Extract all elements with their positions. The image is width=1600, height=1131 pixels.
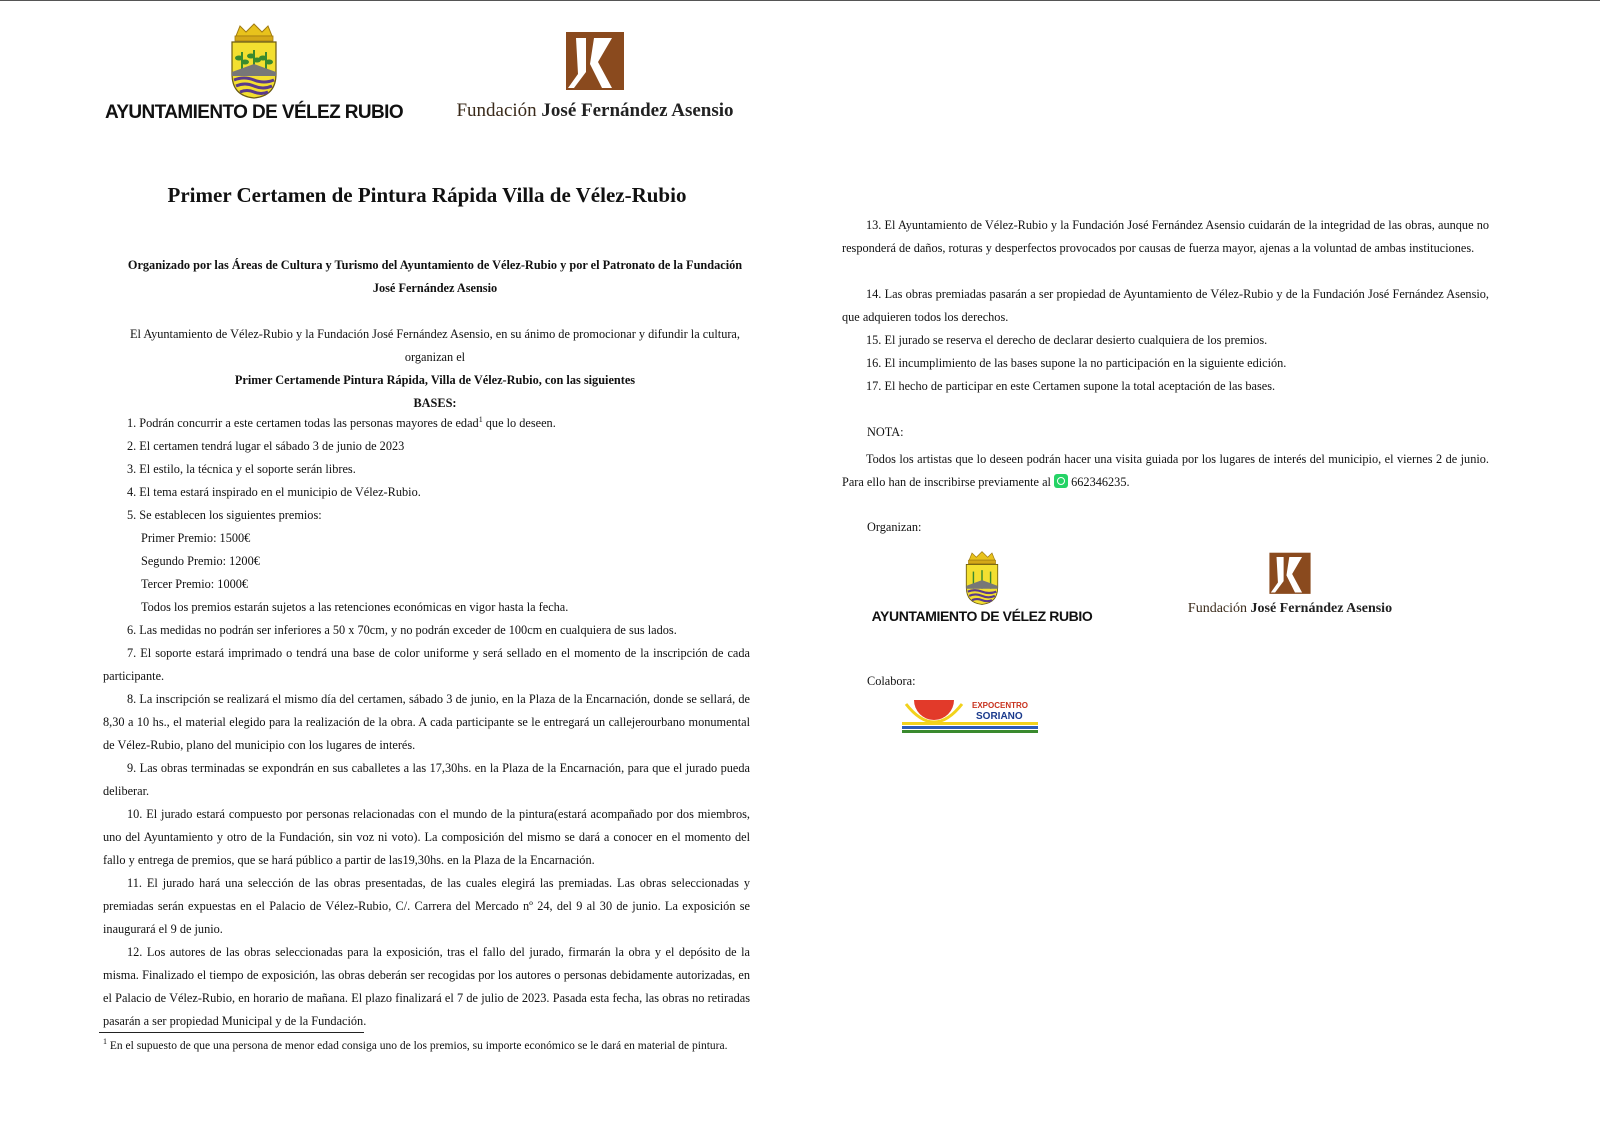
rule-14: 14. Las obras premiadas pasarán a ser propiedad de Ayuntamiento de Vélez-Rubio y de la Fundación José Fernández Asensio, que adquieren todos los derechos.: [842, 287, 1489, 324]
ayuntamiento-name-small: AYUNTAMIENTO DE VÉLEZ RUBIO: [871, 608, 1093, 624]
organized-by: Organizado por las Áreas de Cultura y Turismo del Ayuntamiento de Vélez-Rubio y por el Patronato de la Fundación José Fernández Asensio: [127, 258, 743, 295]
expocentro-logo-icon: [902, 700, 1038, 734]
prize-3: Tercer Premio: 1000€: [141, 577, 249, 591]
intro: [120, 323, 750, 415]
crest-icon: [962, 550, 1002, 606]
expo-line1: EXPOCENTRO: [972, 701, 1029, 710]
rule-15: 15. El jurado se reserva el derecho de declarar desierto cualquiera de los premios.: [866, 333, 1268, 347]
ayuntamiento-logo: [99, 22, 409, 124]
rule-3: 3. El estilo, la técnica y el soporte serán libres.: [127, 462, 356, 476]
rule-8: 8. La inscripción se realizará el mismo día del certamen, sábado 3 de junio, en la Plaza de la Encarnación, donde se sellará, de 8,30 a 10 hs., el material elegido para la realización de la obra. A cada participante se le entregará un callejerourbano monumental de Vélez-Rubio, plano del municipio con los lugares de interés.: [103, 692, 750, 752]
prize-2: Segundo Premio: 1200€: [141, 554, 260, 568]
ayuntamiento-name: AYUNTAMIENTO DE VÉLEZ RUBIO: [104, 102, 404, 123]
prize-note: Todos los premios estarán sujetos a las retenciones económicas en vigor hasta la fecha.: [141, 600, 569, 614]
nota-text: Todos los artistas que lo deseen podrán hacer una visita guiada por los lugares de interés del municipio, el viernes 2 de junio. Para ello han de inscribirse previamente al 662346235.: [842, 452, 1489, 489]
rule-17: 17. El hecho de participar en este Certamen supone la total aceptación de las bases.: [866, 379, 1276, 393]
crest-icon: [226, 22, 282, 100]
ayuntamiento-logo-small: [867, 550, 1097, 624]
fundacion-name-small: Fundación José Fernández Asensio: [1187, 601, 1393, 616]
rule-13: 13. El Ayuntamiento de Vélez-Rubio y la Fundación José Fernández Asensio cuidarán de la integridad de las obras, aunque no responderá de daños, roturas y desperfectos provocados por causas de fuerza mayor, ajenas a la voluntad de ambas instituciones.: [842, 218, 1489, 255]
rule-2: 2. El certamen tendrá lugar el sábado 3 de junio de 2023: [127, 439, 405, 453]
page-title: Primer Certamen de Pintura Rápida Villa de Vélez-Rubio: [167, 183, 687, 207]
rule-11: 11. El jurado hará una selección de las obras presentadas, de las cuales elegirá las premiadas. Las obras seleccionadas y premiadas serán expuestas en el Palacio de Vélez-Rubio, C/. Carrera del Mercado nº 24, del 9 al 30 de junio. La exposición se inaugurará el 9 de junio.: [103, 876, 750, 936]
top-border: [0, 0, 1600, 1]
rule-16: 16. El incumplimiento de las bases supone la no participación en la siguiente edición.: [866, 356, 1287, 370]
nota-label: NOTA:: [867, 425, 904, 439]
rule-6: 6. Las medidas no podrán ser inferiores a 50 x 70cm, y no podrán exceder de 100cm en cualquiera de sus lados.: [127, 623, 677, 637]
colabora-label: Colabora:: [867, 674, 916, 688]
footnote: $^1$ En el supuesto de que una persona de menor edad consiga uno de los premios, su importe económico se le dará en material de pintura.: [103, 1037, 728, 1052]
fundacion-logo-icon: [564, 30, 626, 94]
fundacion-logo: [440, 30, 750, 122]
fundacion-name: Fundación José Fernández Asensio: [456, 100, 734, 121]
fundacion-logo-icon: [1268, 551, 1312, 597]
rule-12: 12. Los autores de las obras seleccionadas para la exposición, tras el fallo del jurado, firmarán la obra y el depósito de la misma. Finalizado el tiempo de exposición, las obras deberán ser recogidas por los autores o personas debidamente autorizadas, en el Palacio de Vélez-Rubio, en horario de mañana. El plazo finalizará el 7 de julio de 2023. Pasada esta fecha, las obras no retiradas pasarán a ser propiedad Municipal y de la Fundación.: [103, 945, 750, 1028]
rule-10: 10. El jurado estará compuesto por personas relacionadas con el mundo de la pintura(estará acompañado por dos miembros, uno del Ayuntamiento y otro de la Fundación, sin voz ni voto). La composición del mismo se dará a conocer en el momento del fallo y entrega de premios, que se hará público a partir de las19,30hs. en la Plaza de la Encarnación.: [103, 807, 750, 867]
footnote-divider: [99, 1032, 364, 1033]
rule-5: 5. Se establecen los siguientes premios:: [127, 508, 322, 522]
intro-title: Primer Certamende Pintura Rápida, Villa de Vélez-Rubio, con las siguientes: [234, 373, 636, 387]
bases-heading: BASES:: [413, 396, 457, 410]
phone-number: 662346235.: [1071, 475, 1130, 489]
prize-1: Primer Premio: 1500€: [141, 531, 251, 545]
whatsapp-icon: [1054, 474, 1068, 488]
rule-1: 1. Podrán concurrir a este certamen todas las personas mayores de edad$^1$ que lo deseen.: [127, 414, 556, 430]
footnote-ref: 1: [478, 414, 483, 424]
expo-line2: SORIANO: [976, 711, 1023, 722]
organizan-label: Organizan:: [867, 520, 922, 534]
fundacion-logo-small: [1175, 551, 1405, 617]
intro-text: El Ayuntamiento de Vélez-Rubio y la Fundación José Fernández Asensio, en su ánimo de promocionar y difundir la cultura, organizan el: [130, 327, 740, 364]
rule-9: 9. Las obras terminadas se expondrán en sus caballetes a las 17,30hs. en la Plaza de la Encarnación, para que el jurado pueda deliberar.: [103, 761, 750, 798]
rule-7: 7. El soporte estará imprimado o tendrá una base de color uniforme y será sellado en el momento de la inscripción de cada participante.: [103, 646, 750, 683]
rule-4: 4. El tema estará inspirado en el municipio de Vélez-Rubio.: [127, 485, 421, 499]
